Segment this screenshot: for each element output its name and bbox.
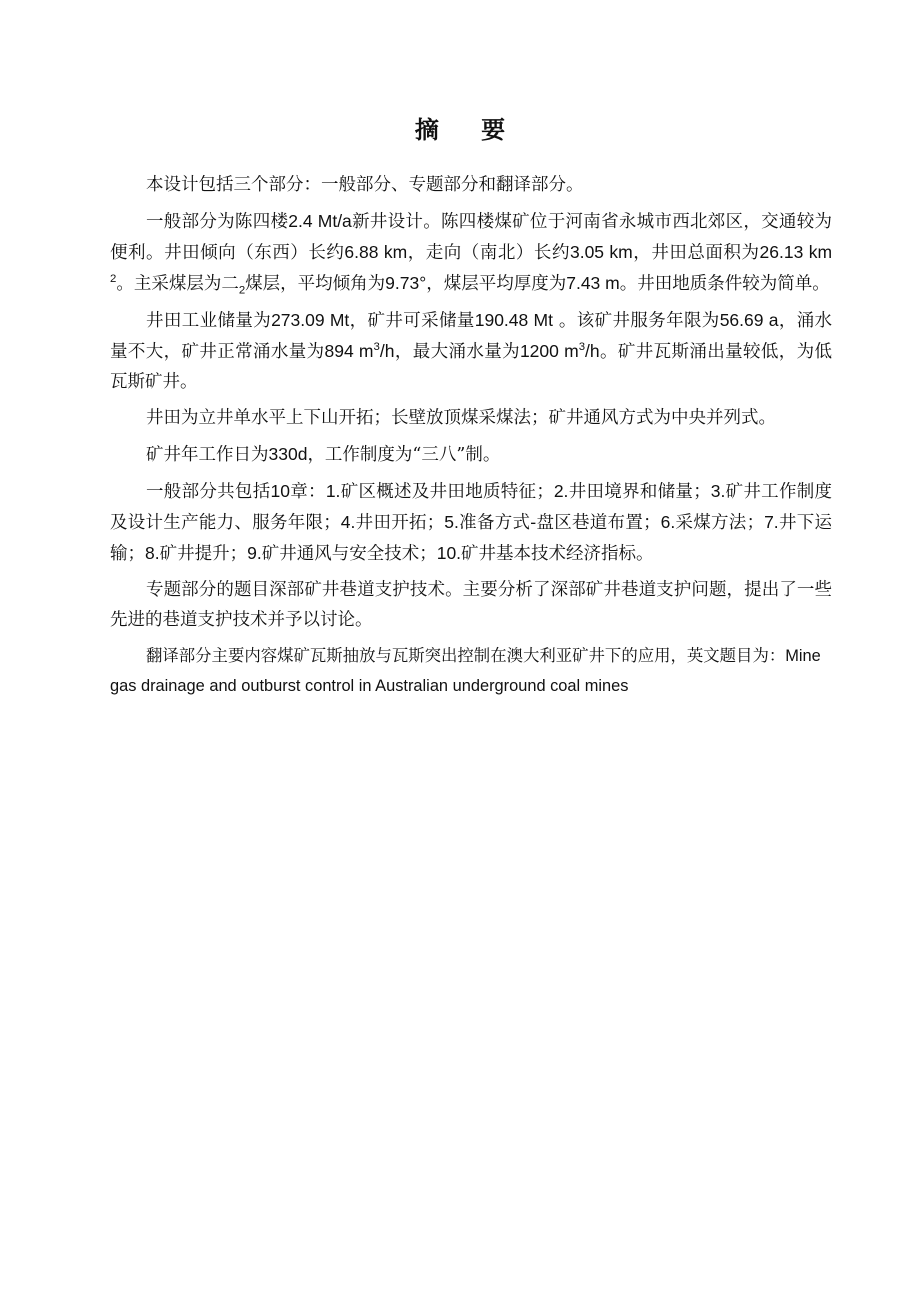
chapter-number: 7.	[764, 512, 779, 532]
text-segment: 煤层，平均倾角为	[245, 274, 386, 294]
chapter-number: 3.	[710, 481, 726, 501]
chapter-title: 井下运输；	[110, 513, 833, 564]
text-segment: ，涌水量不大，矿井正常涌水量为	[110, 311, 833, 362]
chapter-number: 5.	[444, 512, 459, 532]
text-segment: 一般部分共包括	[146, 482, 271, 502]
chapter-title: 准备方式-盘区巷道布置；	[458, 513, 661, 533]
text-segment: 矿井年工作日为	[146, 445, 269, 465]
service-life: 56.69 a	[719, 310, 779, 330]
english-title: Mine gas drainage and outburst control in Australian underground coal mines	[110, 647, 821, 695]
seam-thickness: 7.43 m	[566, 273, 620, 293]
paragraph-special-topic: 专题部分的题目深部矿井巷道支护技术。主要分析了深部矿井巷道支护问题，提出了一些先进的巷道支护技术并予以讨论。	[110, 580, 832, 630]
paragraph-reserves	[110, 305, 832, 397]
dip-length: 6.88 km	[344, 242, 408, 262]
normal-water-inflow: 894 m	[324, 341, 374, 361]
field-area: 26.13 km	[759, 242, 833, 262]
chapter-title: 矿井工作制度及设计生产能力、服务年限；	[110, 482, 833, 533]
text-segment: ，工作制度为“三八”制。	[307, 445, 501, 465]
text-segment: ，矿井可采储量	[349, 311, 475, 331]
industrial-reserve: 273.09 Mt	[271, 310, 350, 330]
chapter-number: 6.	[660, 512, 676, 532]
abstract-body	[110, 170, 832, 707]
chapter-number: 9.	[247, 543, 262, 563]
design-capacity: 2.4 Mt/a	[288, 211, 352, 231]
chapter-title: 矿井提升；	[159, 544, 248, 564]
text-segment: 。井田地质条件较为简单。	[619, 274, 830, 294]
chapter-count: 10	[270, 481, 290, 501]
text-segment: ，走向（南北）长约	[407, 243, 570, 263]
chapter-number: 2.	[553, 481, 569, 501]
area-superscript: 2	[110, 273, 117, 286]
paragraph-general-design	[110, 206, 832, 299]
chapter-title: 矿井通风与安全技术；	[261, 544, 437, 564]
text-segment: ，煤层平均厚度为	[426, 274, 567, 294]
mineable-reserve: 190.48 Mt	[474, 310, 553, 330]
text-segment: 。该矿井服务年限为	[552, 311, 720, 331]
dip-angle: 9.73°	[385, 273, 427, 293]
text-segment: 。主采煤层为二	[116, 274, 239, 294]
chapter-number: 1.	[325, 481, 341, 501]
annual-workdays: 330d	[268, 444, 308, 464]
text-segment: 章：	[289, 482, 326, 502]
strike-length: 3.05 km	[569, 242, 633, 262]
text-segment: 新井设计。陈四楼煤矿位于河南省永城市西北郊区，交通较为便利。井田倾向（东西）长约	[110, 212, 832, 263]
text-segment: 一般部分为陈四楼	[146, 212, 289, 232]
text-segment: ，井田总面积为	[632, 243, 760, 263]
chapter-number: 4.	[340, 512, 356, 532]
max-inflow-unit: /h	[585, 341, 600, 361]
paragraph-development: 井田为立井单水平上下山开拓；长壁放顶煤采煤法；矿井通风方式为中央并列式。	[146, 408, 776, 428]
paragraph-chapters	[110, 476, 832, 569]
inflow-superscript: 3	[373, 341, 380, 354]
paragraph-work-schedule	[110, 439, 832, 470]
text-segment: ，最大涌水量为	[394, 342, 520, 362]
page-title: 摘 要	[414, 116, 523, 144]
chapter-title: 井田境界和储量；	[568, 482, 711, 502]
chapter-title: 采煤方法；	[675, 513, 765, 533]
seam-subscript: 2	[238, 284, 246, 297]
text-segment: 。矿井瓦斯涌出量较低，为低瓦斯矿井。	[110, 342, 833, 392]
text-segment: 井田工业储量为	[146, 311, 272, 331]
chapter-number: 8.	[145, 543, 160, 563]
max-water-inflow: 1200 m	[519, 341, 579, 361]
text-segment: 翻译部分主要内容煤矿瓦斯抽放与瓦斯突出控制在澳大利亚矿井下的应用，英文题目为：	[146, 646, 786, 665]
chapter-number: 10.	[436, 543, 462, 563]
chapter-title: 矿区概述及井田地质特征；	[340, 482, 554, 502]
chapter-title: 井田开拓；	[355, 513, 445, 533]
chapter-title: 矿井基本技术经济指标。	[461, 544, 654, 564]
max-inflow-superscript: 3	[578, 341, 586, 354]
paragraph-overview: 本设计包括三个部分：一般部分、专题部分和翻译部分。	[146, 175, 584, 195]
paragraph-translation	[110, 641, 832, 701]
inflow-unit: /h	[379, 341, 395, 361]
